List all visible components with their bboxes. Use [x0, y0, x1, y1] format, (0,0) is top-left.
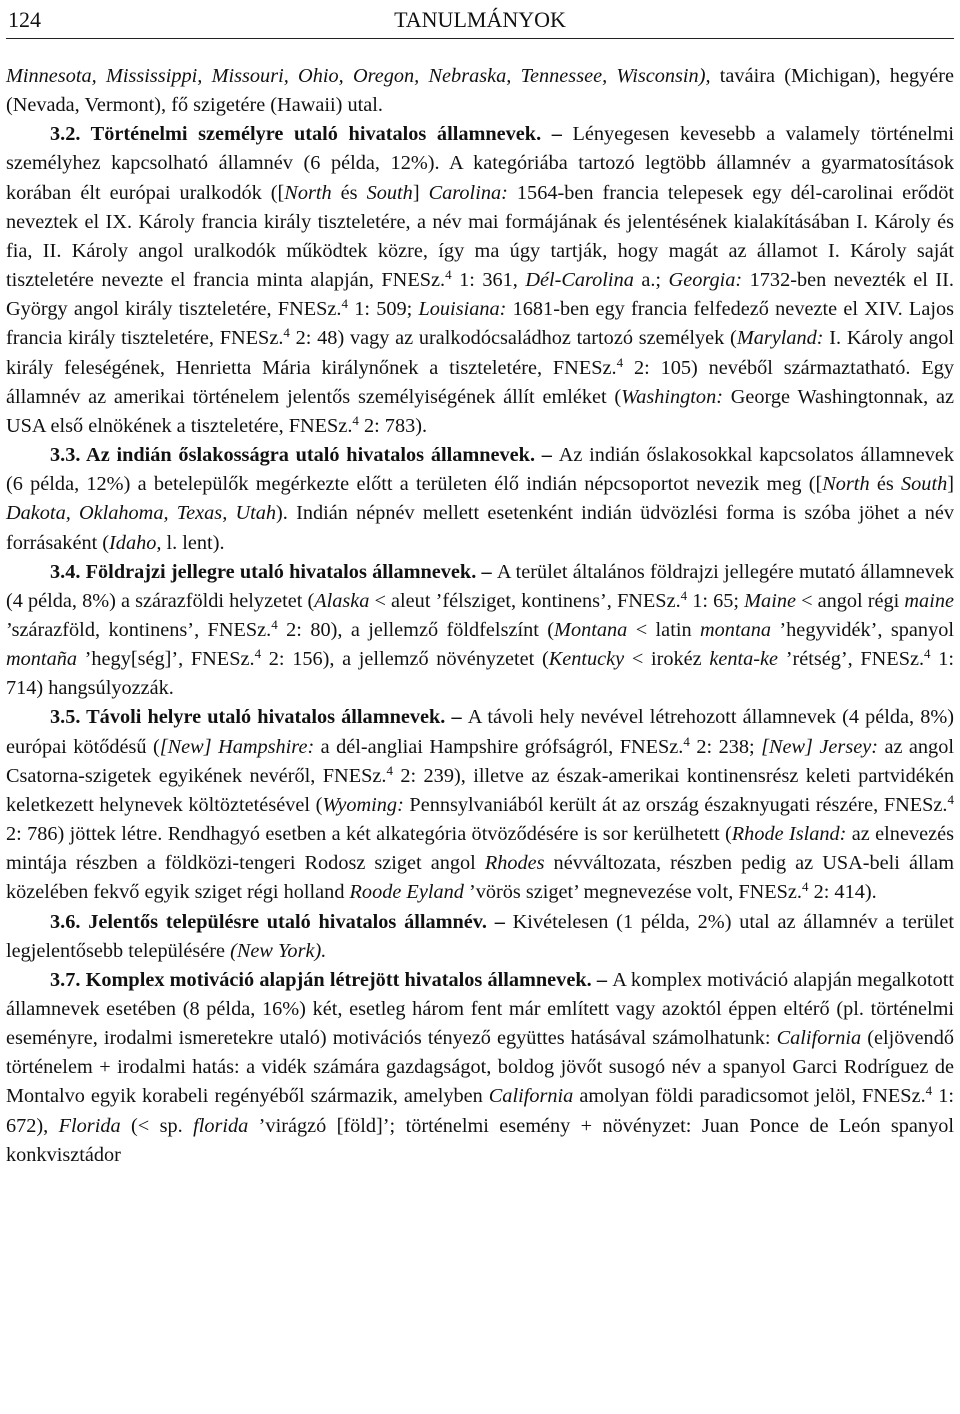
- text-run: ’szárazföld, kontinens’, FNESz.: [6, 618, 272, 641]
- text-run: Dél-Carolina: [525, 269, 634, 292]
- text-run: a dél-angliai Hampshire grófságról, FNESz.: [314, 735, 684, 758]
- text-run: ’hegyvidék’, spanyol: [771, 618, 954, 641]
- section-heading: –: [486, 910, 513, 933]
- text-run: Rhodes: [484, 852, 545, 875]
- footnote-ref: 4: [352, 412, 359, 428]
- text-run: Wyoming:: [322, 793, 404, 816]
- text-run: < aleut ’félsziget, kontinens’, FNESz.: [369, 589, 681, 612]
- section-heading: –: [591, 968, 613, 991]
- text-run: 1: 714) hangsúlyozzák.: [6, 648, 954, 700]
- text-run: 2: 783).: [358, 414, 428, 437]
- text-run: A terület általános földrajzi jellegére mutató államnevek (4 példa, 8%) a szárazföldi helyzetet (: [6, 560, 955, 612]
- text-run: Kivételesen (1 példa, 2%) utal az államnév a terület legjelentősebb településére: [6, 910, 955, 962]
- text-run: I. Károly angol király feleségének, Henrietta Mária királynőnek a tiszteletére, FNESz.: [6, 327, 954, 379]
- text-run: North: [822, 473, 870, 496]
- text-run: 2: 239), illetve az észak-amerikai kontinensrész keleti partvidékén keletkezett helynevek költöztetésével (: [6, 764, 954, 816]
- text-run: 2: 414).: [808, 881, 877, 904]
- text-run: 1681-ben egy francia felfedező nevezte el XIV. Lajos francia király tiszteletére, FNESz.: [6, 298, 954, 350]
- text-run: amolyan földi paradicsomot jelöl, FNESz.: [573, 1085, 926, 1108]
- text-run: Carolina:: [428, 181, 508, 204]
- text-run: Idaho,: [109, 531, 162, 554]
- text-run: 2: 80), a jellemző földfelszínt (: [277, 618, 555, 641]
- footnote-ref: 4: [445, 267, 452, 283]
- text-run: montana: [700, 618, 771, 641]
- section-3-5: [6, 703, 954, 907]
- footnote-ref: 4: [683, 733, 690, 749]
- text-run: a.;: [633, 269, 669, 292]
- text-run: névváltozata, részben pedig az USA-beli állam közelében fekvő egyik sziget régi holland: [6, 852, 955, 904]
- section-heading: 3.2. Történelmi személyre utaló hivatalos államnevek.: [50, 123, 542, 146]
- text-run: kenta-ke: [709, 648, 779, 671]
- text-run: Alaska: [314, 589, 370, 612]
- section-heading: –: [476, 560, 497, 583]
- text-run: ’rétség’, FNESz.: [778, 648, 925, 671]
- section-3-4: [6, 558, 954, 704]
- text-run: < angol régi: [795, 589, 905, 612]
- text-run: Kentucky: [548, 648, 625, 671]
- text-run: maine: [904, 589, 954, 612]
- text-run: 2: 48) vagy az uralkodócsaládhoz tartozó személyek (: [289, 327, 737, 350]
- section-3-3: [6, 441, 954, 558]
- text-run: (eljövendő történelem + irodalmi hatás: a vidék számára gazdagságot, boldog jövőt susogó név a spanyol Garci Rodríguez de Montalvo egyik korabeli regényéből származik, amelyben: [6, 1027, 954, 1108]
- text-run: az elnevezés mintája részben a földközi-tengeri Rodosz sziget angol: [6, 823, 954, 875]
- text-run: Roode Eyland: [349, 881, 464, 904]
- text-run: Florida: [58, 1114, 121, 1137]
- text-run: ’virágzó [föld]’; történelmi esemény + növényzet: Juan Ponce de León spanyol konkvisztádor: [6, 1114, 954, 1166]
- text-run: (< sp.: [120, 1114, 194, 1137]
- text-run: az angol Csatorna-szigetek egyikének nevéről, FNESz.: [6, 735, 954, 787]
- text-run: Georgia:: [668, 269, 743, 292]
- section-3-7: [6, 966, 954, 1170]
- page-header: [0, 0, 960, 42]
- text-run: ’hegy[ség]’, FNESz.: [76, 648, 255, 671]
- section-heading: –: [541, 123, 573, 146]
- section-heading: –: [535, 444, 559, 467]
- section-heading: 3.7. Komplex motiváció alapján létrejött hivatalos államnevek.: [50, 968, 592, 991]
- text-run: South: [366, 181, 413, 204]
- article-body: [6, 62, 954, 1170]
- text-run: Maryland:: [736, 327, 824, 350]
- text-run: 1: 65;: [687, 589, 745, 612]
- text-run: ]: [947, 473, 954, 496]
- text-run: Washington:: [621, 385, 723, 408]
- text-run: George Washingtonnak, az USA első elnökének a tiszteletére, FNESz.: [6, 385, 954, 437]
- text-run: 2: 786) jöttek létre. Rendhagyó esetben a két alkategória ötvöződésére is sor kerülhetett (: [6, 823, 732, 846]
- text-run: [New] Jersey:: [761, 735, 878, 758]
- text-run: florida: [193, 1114, 249, 1137]
- text-run: North: [284, 181, 332, 204]
- text-run: 1: 672),: [6, 1085, 954, 1137]
- footnote-ref: 4: [925, 1083, 933, 1099]
- text-run: Pennsylvaniából került át az ország északnyugati részére, FNESz.: [403, 793, 948, 816]
- footnote-ref: 4: [283, 325, 290, 341]
- footnote-ref: 4: [924, 646, 931, 662]
- text-run: ]: [412, 181, 429, 204]
- text-run: 1: 361,: [451, 269, 526, 292]
- text-run: Montana: [554, 618, 628, 641]
- text-run: [New] Hampshire:: [159, 735, 315, 758]
- text-run: (New York).: [230, 939, 327, 962]
- text-run: 1564-ben francia telepesek egy dél-carolinai erődöt neveztek el IX. Károly francia király tiszteletére, a név mai formájának és jelentésének kialakításában I. Károly és fia, II. Károly angol uralkodók működtek közre, így ma úgy tartják, hogy magát az államot I. Károly saját tiszteletére nevezte el francia minta alapján, FNESz.: [6, 181, 954, 292]
- running-title: TANULMÁNYOK: [394, 7, 566, 32]
- text-run: California: [776, 1027, 862, 1050]
- text-run: < latin: [627, 618, 701, 641]
- page-number: 124: [8, 7, 41, 32]
- section-heading: –: [445, 706, 468, 729]
- text-run: Minnesota, Mississippi, Missouri, Ohio, Oregon, Nebraska, Tennessee, Wisconsin),: [6, 65, 711, 87]
- text-run: California: [488, 1085, 574, 1108]
- text-run: Rhode Island:: [731, 823, 847, 846]
- text-run: South: [901, 473, 948, 496]
- text-run: montaña: [6, 648, 77, 671]
- text-run: A komplex motiváció alapján megalkotott államnevek esetében (8 példa, 16%) két, esetleg három fent már említett vagy azoktól éppen eltérő (pl. történelmi eseményre, irodalmi ismeretekre utaló) motivációs tényező együttes hatásával számolhatunk:: [6, 968, 955, 1050]
- footnote-ref: 4: [254, 646, 262, 662]
- text-run: 2: 105) nevéből származtatható. Egy államnév az amerikai történelem jelentős személyiségének állít emléket (: [6, 356, 954, 408]
- footnote-ref: 4: [341, 296, 348, 312]
- text-run: Dakota, Oklahoma, Texas, Utah: [6, 502, 277, 525]
- footnote-ref: 4: [271, 616, 278, 632]
- text-run: Lényegesen kevesebb a valamely történelmi személyhez kapcsolható államnév (6 példa, 12%). A kategóriába tartozó legtöbb államnév a gyarmatosítások korában élt európai uralkodók ([: [6, 123, 954, 204]
- section-heading: 3.6. Jelentős településre utaló hivatalos államnév.: [50, 910, 487, 933]
- text-run: ’vörös sziget’ megnevezése volt, FNESz.: [463, 881, 803, 904]
- section-heading: 3.5. Távoli helyre utaló hivatalos államnevek.: [50, 706, 446, 729]
- text-run: 2: 156), a jellemző növényzetet (: [261, 648, 549, 671]
- header-rule: [6, 38, 954, 39]
- text-run: l. lent).: [161, 531, 225, 554]
- text-run: taváira (Michigan), hegyére (Nevada, Vermont), fő szigetére (Hawaii) utal.: [6, 65, 954, 117]
- text-run: < irokéz: [624, 648, 710, 671]
- text-run: Az indián őslakosokkal kapcsolatos államnevek (6 példa, 12%) a betelepülők megérkezte előtt a területen élő indián népcsoportot nevezik meg ([: [6, 444, 955, 496]
- footnote-ref: 4: [802, 879, 809, 895]
- footnote-ref: 4: [680, 587, 688, 603]
- text-run: A távoli hely nevével létrehozott államnevek (4 példa, 8%) európai kötődésű (: [6, 706, 955, 758]
- footnote-ref: 4: [947, 791, 954, 807]
- text-run: 1: 509;: [347, 298, 419, 321]
- text-run: 1732-ben nevezték el II. György angol király tiszteletére, FNESz.: [6, 269, 954, 321]
- footnote-ref: 4: [616, 354, 624, 370]
- section-3-2: [6, 120, 954, 441]
- section-heading: 3.3. Az indián őslakosságra utaló hivatalos államnevek.: [50, 444, 536, 467]
- text-run: és: [331, 181, 367, 204]
- text-run: ). Indián népnév mellett esetenként indián üdvözlési forma is szóba jöhet a név forrásaként (: [6, 502, 954, 554]
- section-heading: 3.4. Földrajzi jellegre utaló hivatalos államnevek.: [50, 560, 477, 583]
- text-run: és: [869, 473, 902, 496]
- footnote-ref: 4: [386, 762, 393, 778]
- paragraph-intro: [6, 62, 954, 120]
- text-run: Maine: [744, 589, 796, 612]
- section-3-6: [6, 908, 954, 966]
- text-run: Louisiana:: [418, 298, 507, 321]
- text-run: 2: 238;: [689, 735, 762, 758]
